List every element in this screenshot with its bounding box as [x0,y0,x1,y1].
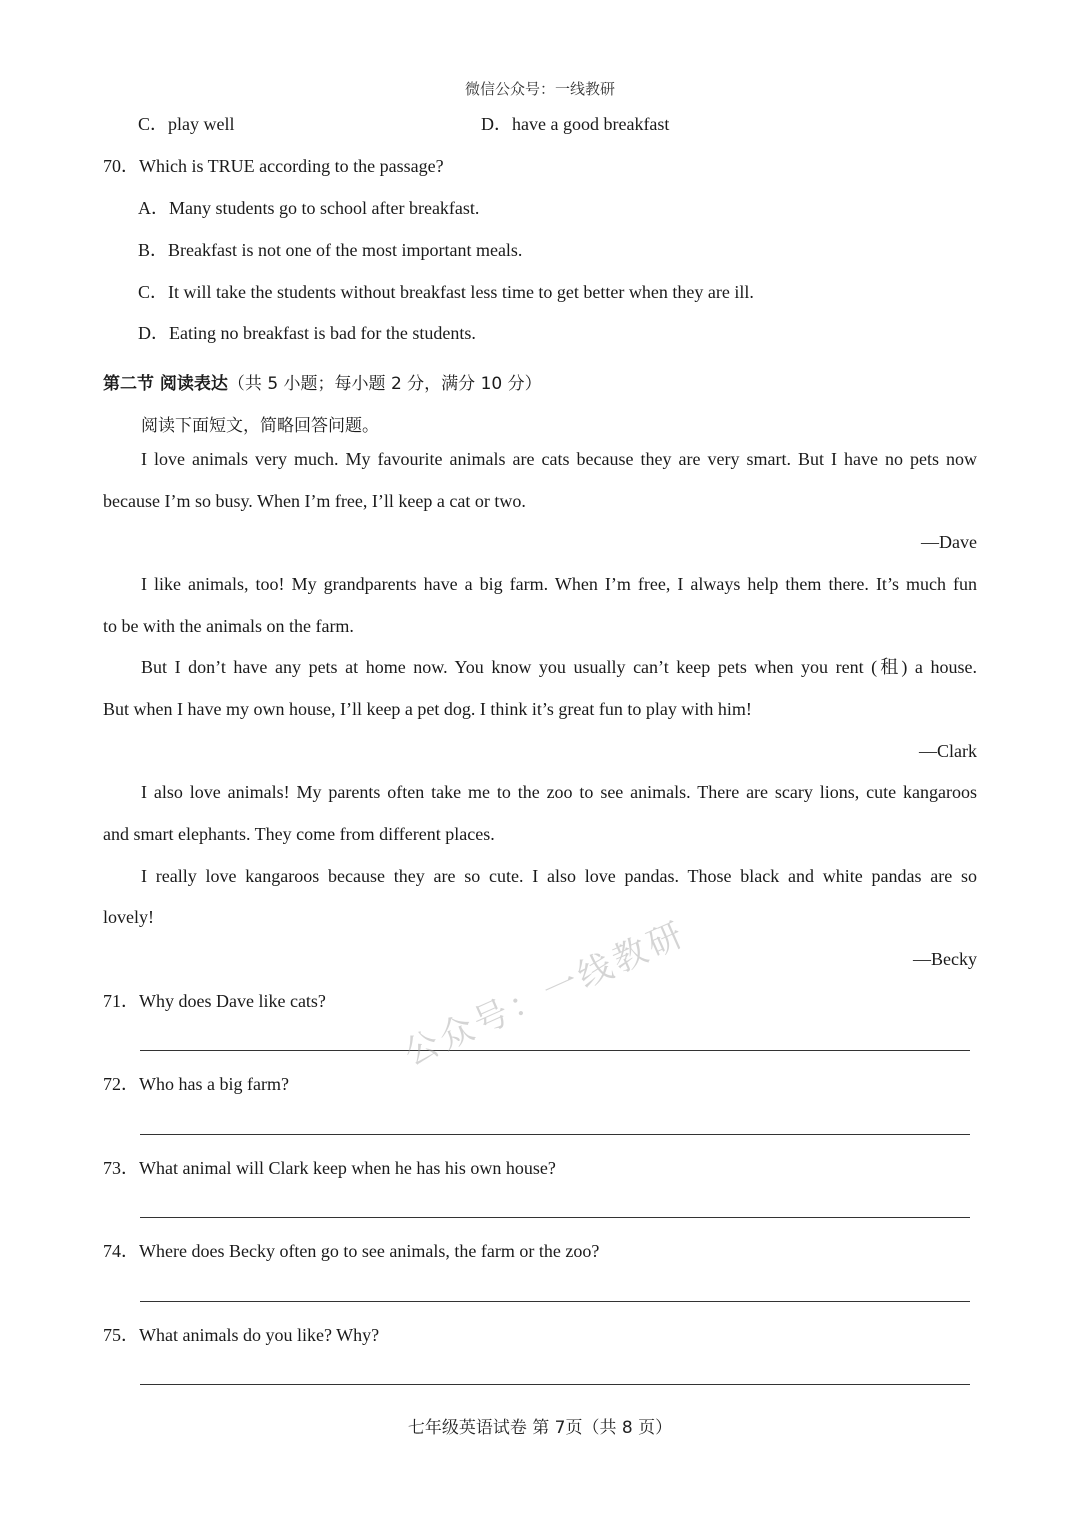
watermark: 公众号：一线教研 [398,913,693,1074]
answer-line-75[interactable] [140,1384,970,1385]
answer-line-74[interactable] [140,1301,970,1302]
header-note: 微信公众号：一线教研 [464,80,615,98]
dave-signature: —Dave [921,532,977,552]
page-footer: 七年级英语试卷 第 7页（共 8 页） [407,1418,673,1438]
question-71: 71．Why does Dave like cats? [103,991,326,1011]
q70-option-c: C．It will take the students without breakfast less time to get better when they are ill. [138,282,754,302]
question-75: 75．What animals do you like? Why? [103,1325,380,1345]
becky-paragraph2-line1: I really love kangaroos because they are so cute. I also love pandas. Those black and white pandas are so [141,866,977,886]
becky-signature: —Becky [913,949,977,969]
q70-option-a: A．Many students go to school after breakfast. [138,198,480,218]
clark-paragraph1-line2: to be with the animals on the farm. [103,616,354,636]
q70-option-d: D．Eating no breakfast is bad for the students. [138,323,476,343]
section-title-bold: 第二节 阅读表达 [103,374,228,394]
clark-paragraph2-line2: But when I have my own house, I’ll keep a pet dog. I think it’s great fun to play with him! [103,699,752,719]
q69-option-d: D．have a good breakfast [481,114,670,134]
becky-paragraph2-line2: lovely! [103,907,154,927]
answer-line-72[interactable] [140,1134,970,1135]
question-73: 73．What animal will Clark keep when he has his own house? [103,1158,556,1178]
question-72: 72．Who has a big farm? [103,1074,289,1094]
becky-paragraph1-line2: and smart elephants. They come from different places. [103,824,495,844]
clark-paragraph1-line1: I like animals, too! My grandparents have a big farm. When I’m free, I always help them there. It’s much fun [141,574,977,594]
clark-paragraph2-line1: But I don’t have any pets at home now. You know you usually can’t keep pets when you rent (租) a house. [141,657,977,677]
section-instruction: 阅读下面短文，简略回答问题。 [141,416,379,436]
section-title [103,369,542,394]
dave-paragraph-line1: I love animals very much. My favourite animals are cats because they are very smart. But I have no pets now [141,449,977,469]
answer-line-73[interactable] [140,1217,970,1218]
q69-option-c: C．play well [138,114,235,134]
q70-question: 70．Which is TRUE according to the passage? [103,156,444,176]
question-74: 74．Where does Becky often go to see animals, the farm or the zoo? [103,1241,600,1261]
answer-line-71[interactable] [140,1050,970,1051]
clark-signature: —Clark [919,741,977,761]
becky-paragraph1-line1: I also love animals! My parents often take me to the zoo to see animals. There are scary lions, cute kangaroos [141,782,977,802]
dave-paragraph-line2: because I’m so busy. When I’m free, I’ll keep a cat or two. [103,491,526,511]
q70-option-b: B．Breakfast is not one of the most important meals. [138,240,523,260]
section-title-scoring: （共 5 小题；每小题 2 分，满分 10 分） [227,374,542,394]
